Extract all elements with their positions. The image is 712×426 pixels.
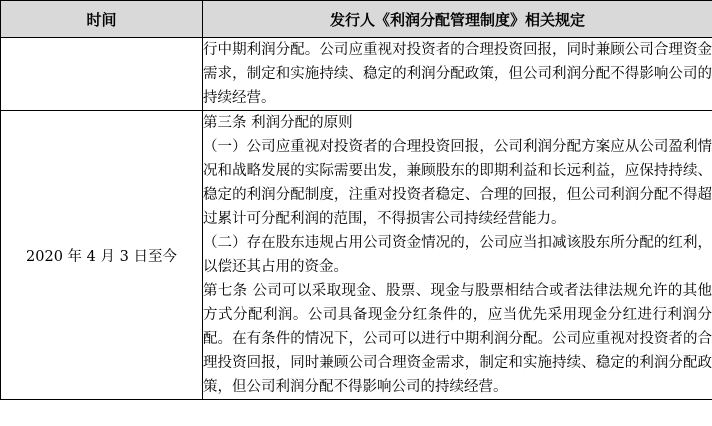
- article-7: 第七条 公司可以采取现金、股票、现金与股票相结合或者法律法规允许的其他方式分配利润。公司具备现金分红条件的，应当优先采用现金分红进行利润分配。在有条件的情况下，公司可以进行中期利润分配。公司应重视对投资者的合理投资回报，同时兼顾公司合理资金需求，制定和实施持续、稳定的利润分配政策，但公司利润分配不得影响公司的持续经营。: [203, 283, 712, 395]
- article-3-clause-1: （一）公司应重视对投资者的合理投资回报，公司利润分配方案应从公司盈利情况和战略发展的实际需要出发，兼顾股东的即期利益和长远利益，应保持持续、稳定的利润分配制度，注重对投资者稳定、合理的回报，但公司利润分配不得超过累计可分配利润的范围，不得损害公司持续经营能力。: [203, 139, 712, 227]
- header-regulation: 发行人《利润分配管理制度》相关规定: [203, 1, 712, 38]
- regulation-paragraph: 行中期利润分配。公司应重视对投资者的合理投资回报，同时兼顾公司合理资金需求，制定和实施持续、稳定的利润分配政策，但公司利润分配不得影响公司的持续经营。: [203, 42, 712, 106]
- regulation-cell: [203, 111, 712, 400]
- article-3-heading: 第三条 利润分配的原则: [203, 115, 353, 131]
- table-row: [1, 111, 712, 400]
- table-row: [1, 38, 712, 111]
- regulation-cell: [203, 38, 712, 111]
- time-cell: [1, 38, 203, 111]
- time-cell: 2020 年 4 月 3 日至今: [1, 111, 203, 400]
- table-header-row: [1, 1, 712, 38]
- header-time: 时间: [1, 1, 203, 38]
- article-3-clause-2: （二）存在股东违规占用公司资金情况的，公司应当扣减该股东所分配的红利，以偿还其占用的资金。: [203, 235, 712, 275]
